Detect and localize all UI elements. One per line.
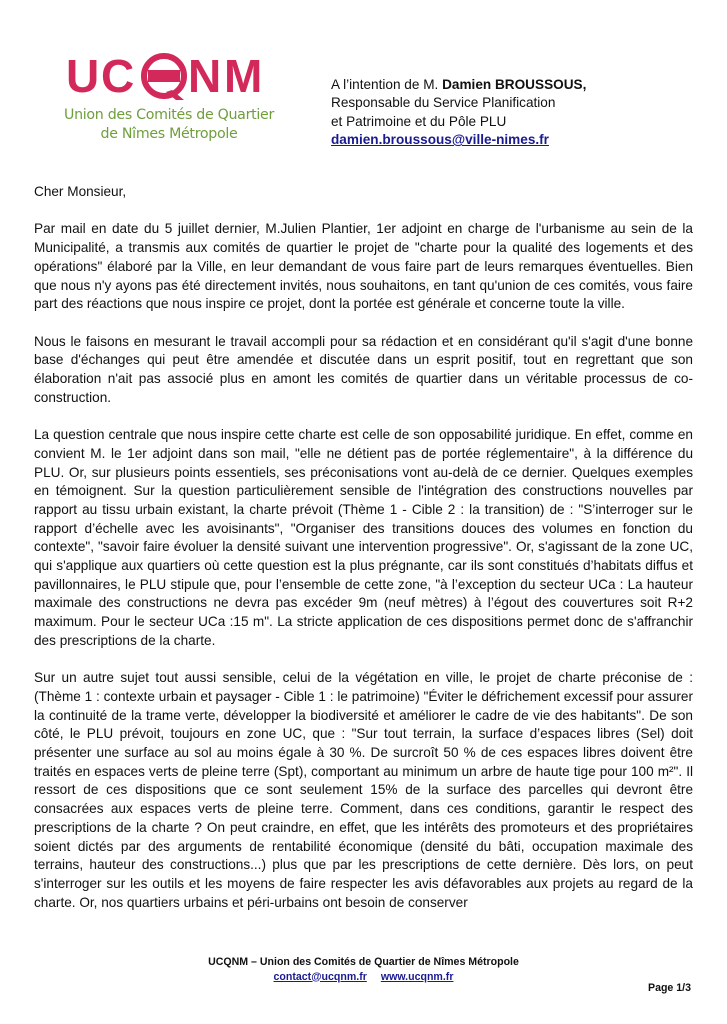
wordmark-letter-u: U	[66, 50, 100, 100]
wordmark-letter-m: M	[224, 50, 263, 100]
ucqnm-logo	[64, 50, 274, 145]
footer-org-line: UCQNM – Union des Comités de Quartier de Nîmes Métropole	[208, 956, 519, 968]
recipient-email-link[interactable]: damien.broussous@ville-nimes.fr	[331, 132, 549, 148]
recipient-line1	[331, 76, 586, 94]
wordmark-letter-q-globe-icon	[144, 56, 184, 100]
page-number: Page 1/3	[648, 982, 691, 994]
letter-greeting: Cher Monsieur,	[34, 184, 127, 199]
letter-paragraph-3: La question centrale que nous inspire cette charte est celle de son opposabilité juridique. En effet, comme en convient M. le 1er adjoint dans son mail, "elle ne détient pas de portée réglementaire", à la différence du PLU. Or, sur plusieurs points essentiels, ses préconisations vont au-delà de ce dernier. Quelques exemples en témoignent. Sur la question particulièrement sensible de l'intégration des constructions nouvelles par rapport au tissu urbain existant, la charte prévoit (Thème 1 - Cible 2 : la transition) de : "S’interroger sur le rapport d’échelle avec les avoisinants", "Organiser des transitions douces des volumes en fonction du contexte", "savoir faire évoluer la densité suivant une intervention progressive". Or, s'agissant de la zone UC, qui s'applique aux quartiers où cette question est la plus prégnante, car ils sont constitués d’habitats diffus et pavillonnaires, le PLU stipule que, pour l’ensemble de cette zone, "à l’exception du secteur UCa : La hauteur maximale des constructions ne devra pas excéder 9m (neuf mètres) à l’égout des couvertures soit R+2 maximum. Pour le secteur UCa :15 m". La stricte application de ces dispositions permet donc de s'affranchir des prescriptions de la charte.	[34, 427, 693, 648]
ucqnm-wordmark	[64, 50, 274, 100]
letter-paragraph-2: Nous le faisons en mesurant le travail accompli pour sa rédaction et en considérant qu'il s'agit d'une bonne base d'échanges qui peut être amendée et discutée dans un esprit positif, tout en regrettant que son élaboration n'ait pas associé plus en amont les comités de quartier dans un véritable processus de co-construction.	[34, 333, 693, 405]
recipient-prefix: A l’intention de M.	[331, 77, 439, 92]
footer-email-link[interactable]: contact@ucqnm.fr	[273, 970, 367, 983]
wordmark-letter-q: Q	[64, 50, 65, 51]
recipient-name: Damien BROUSSOUS,	[442, 77, 587, 92]
letter-paragraph-4: Sur un autre sujet tout aussi sensible, celui de la végétation en ville, le projet de charte préconise de : (Thème 1 : contexte urbain et paysager - Cible 1 : le patrimoine) "Éviter le défrichement excessif pour assurer la continuité de la trame verte, développer la biodiversité et améliorer le cadre de vie des habitants". De son côté, le PLU prévoit, toujours en zone UC, que : "Sur tout terrain, la surface d’espaces libres (Sel) doit présenter une surface au sol au moins égale à 30 %. De surcroît 50 % de ces espaces libres doivent être traités en espaces verts de pleine terre (Spt), comportant au minimum un arbre de haute tige pour 100 m²". Il ressort de ces dispositions que ce sont seulement 15% de la surface des parcelles qui devront être consacrées aux espaces verts de pleine terre. Comment, dans ces conditions, garantir le respect des prescriptions de la charte ? On peut craindre, en effet, que les intérêts des promoteurs et des propriétaires soient dictés par des arguments de rentabilité économique (densité du bâti, occupation maximale des terrains, hauteur des constructions...) plus que par les prescriptions de cette dernière. Dès lors, on peut s'interroger sur les outils et les moyens de faire respecter les avis défavorables aux projets au regard de la charte. Or, nos quartiers urbains et péri-urbains ont besoin de conserver	[34, 670, 693, 910]
wordmark-letter-n: N	[188, 50, 222, 100]
logo-subtitle-line2: de Nîmes Métropole	[100, 126, 238, 142]
recipient-block	[331, 76, 586, 150]
page-footer	[0, 955, 727, 984]
wordmark-letter-c: C	[101, 50, 135, 100]
footer-website-link[interactable]: www.ucqnm.fr	[380, 970, 454, 983]
recipient-department: et Patrimoine et du Pôle PLU	[331, 113, 507, 129]
letter-body	[34, 183, 693, 931]
letter-paragraph-1: Par mail en date du 5 juillet dernier, M.Julien Plantier, 1er adjoint en charge de l'urbanisme au sein de la Municipalité, a transmis aux comités de quartier le projet de "charte pour la qualité des logements et des opérations" élaboré par la Ville, en leur demandant de vous faire part de leurs remarques éventuelles. Bien que nous n'y ayons pas été directement invités, nous souhaitons, en tant qu'union de ces comités, vous faire part des réactions que nous inspire ce projet, dont la portée est générale et concerne toute la ville.	[34, 221, 693, 312]
logo-subtitle	[64, 106, 274, 144]
logo-subtitle-line1: Union des Comités de Quartier	[64, 107, 274, 123]
footer-links	[0, 970, 727, 985]
recipient-title: Responsable du Service Planification	[331, 95, 556, 111]
